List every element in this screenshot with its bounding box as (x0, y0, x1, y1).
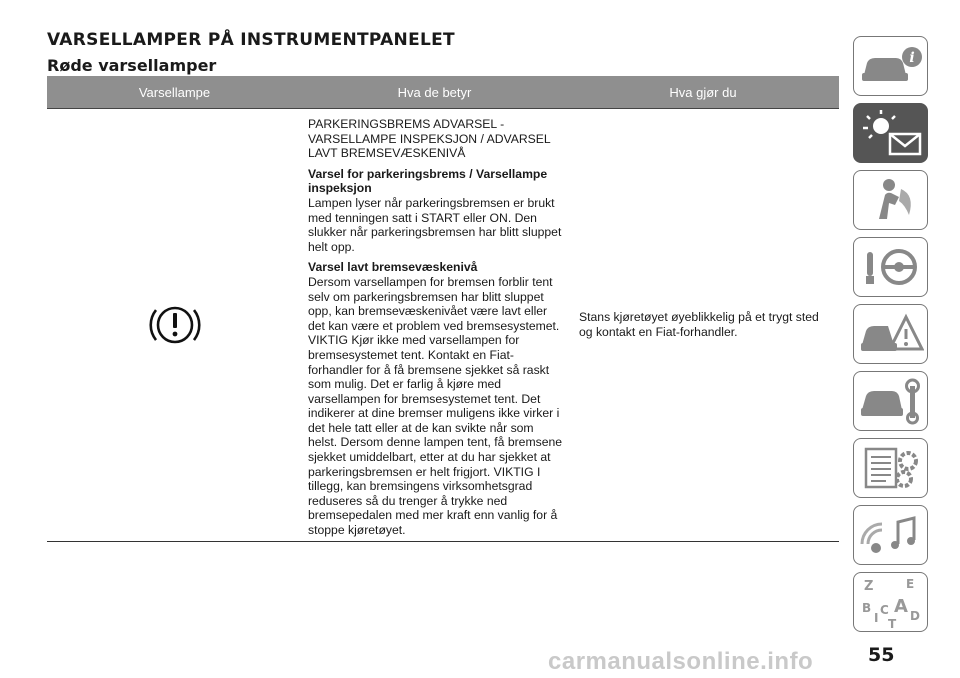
svg-text:B: B (861, 601, 871, 615)
chapter-tabs (853, 36, 933, 639)
tab-index[interactable] (853, 572, 928, 632)
multimedia-icon (858, 510, 924, 560)
svg-text:Z: Z (863, 579, 873, 594)
table-row (47, 109, 839, 542)
column-header-action: Hva gjør du (669, 84, 737, 100)
meaning-cell (302, 109, 567, 541)
tab-multimedia[interactable] (853, 505, 928, 565)
column-header-lamp: Varsellampe (138, 84, 211, 100)
alphabetical-index-icon (858, 574, 924, 630)
meaning-intro: PARKERINGSBREMS ADVARSEL - VARSELLAMPE INSPEKSJON / ADVARSEL LAVT BREMSEVÆSKENIVÅ (308, 117, 551, 161)
watermark: carmanualsonline.info (548, 648, 814, 675)
svg-text:T: T (887, 617, 896, 630)
action-text: Stans kjøretøyet øyeblikkelig på et trygt sted og kontakt en Fiat-forhandler. (579, 310, 819, 339)
svg-text:C: C (879, 603, 889, 617)
car-info-icon (858, 43, 924, 89)
section2-title: Varsel lavt bremsevæskenivå (308, 260, 478, 275)
action-cell (567, 109, 839, 541)
tab-maintenance[interactable] (853, 371, 928, 431)
specifications-icon (858, 443, 924, 493)
column-header-meaning: Hva de betyr (397, 84, 472, 100)
car-crash-warning-icon (858, 309, 924, 359)
lamp-cell (47, 109, 302, 541)
section1-text: Lampen lyser når parkeringsbremsen er brukt med tenningen satt i START eller ON. Den slukker når parkeringsbremsen har blitt sluppet helt opp. (308, 195, 562, 254)
warning-lights-icon (857, 108, 925, 158)
safety-airbag-icon (861, 175, 921, 225)
svg-text:I: I (873, 611, 878, 625)
page-number: 55 (868, 644, 895, 666)
section-subtitle: Røde varsellamper (47, 56, 217, 75)
tab-emergency[interactable] (853, 304, 928, 364)
warning-lights-table (47, 76, 839, 542)
car-maintenance-icon (858, 376, 924, 426)
svg-text:i: i (908, 50, 915, 66)
section2-text: Dersom varsellampen for bremsen forblir tent selv om parkeringsbremsen har blitt sluppet opp, kan bremsevæskenivået være lavt eller det kan være et problem ved bremsesystemet. VIKTIG Kjør ikke med varsellampen for bremsesystemet tent. Kontakt en Fiat-forhandler for å få bremsene sjekket så raskt som mulig. Det er farlig å kjøre med varsellampen for bremsesystemet tent. Det indikerer at dine bremser muligens ikke virker i det hele tatt eller at de kan svikte når som helst. Dersom denne lampen tent, få bremsene sjekket umiddelbart, etter at du har sjekket at parkeringsbremsen er helt frigjort. VIKTIG I tillegg, kan bremsingens virksomhetsgrad reduseres så du trenger å trykke ned bremsepedalen med mer kraft enn vanlig for å stoppe kjøretøyet. (308, 274, 563, 538)
section1-title: Varsel for parkeringsbrems / Varsellampe inspeksjon (308, 166, 548, 196)
table-header (47, 76, 839, 109)
tab-safety[interactable] (853, 170, 928, 230)
page-title: VARSELLAMPER PÅ INSTRUMENTPANELET (47, 30, 455, 50)
tab-warning-lights[interactable] (853, 103, 928, 163)
svg-text:A: A (893, 596, 908, 617)
svg-text:E: E (905, 577, 914, 591)
svg-text:D: D (909, 609, 920, 623)
tab-starting-driving[interactable] (853, 237, 928, 297)
tab-specifications[interactable] (853, 438, 928, 498)
tab-car-info[interactable] (853, 36, 928, 96)
brake-warning-icon (144, 300, 206, 350)
steering-key-icon (861, 242, 921, 292)
